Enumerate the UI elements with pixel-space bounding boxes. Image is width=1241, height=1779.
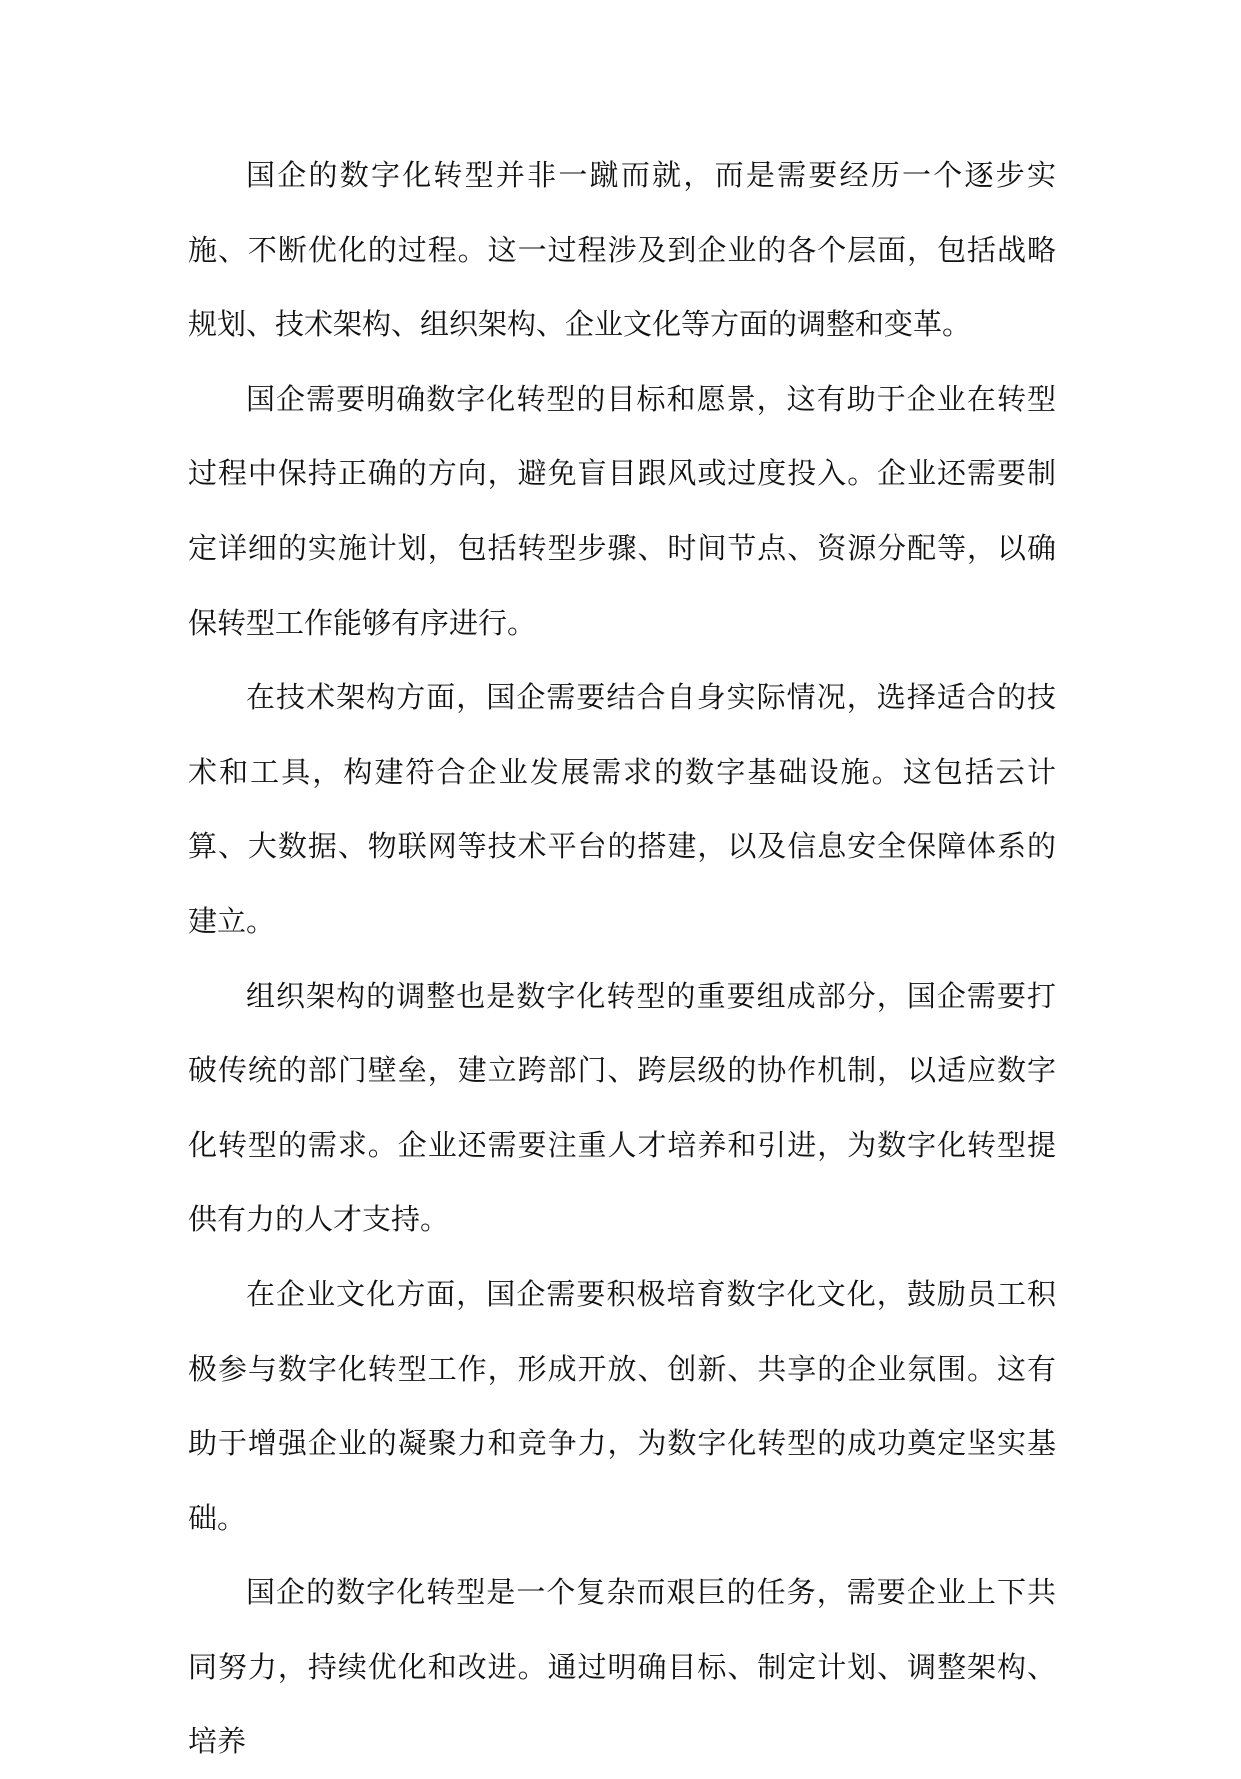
paragraph-1: 国企的数字化转型并非一蹴而就，而是需要经历一个逐步实施、不断优化的过程。这一过程涉及到企业的各个层面，包括战略规划、技术架构、组织架构、企业文化等方面的调整和变革。 (188, 158, 1056, 342)
paragraph-6: 国企的数字化转型是一个复杂而艰巨的任务，需要企业上下共同努力，持续优化和改进。通过明确目标、制定计划、调整架构、培养 (188, 1575, 1056, 1759)
document-body (188, 138, 1056, 1779)
paragraph-2: 国企需要明确数字化转型的目标和愿景，这有助于企业在转型过程中保持正确的方向，避免盲目跟风或过度投入。企业还需要制定详细的实施计划，包括转型步骤、时间节点、资源分配等，以确保转型工作能够有序进行。 (188, 381, 1056, 640)
paragraph-4: 组织架构的调整也是数字化转型的重要组成部分，国企需要打破传统的部门壁垒，建立跨部门、跨层级的协作机制，以适应数字化转型的需求。企业还需要注重人才培养和引进，为数字化转型提供有力的人才支持。 (188, 978, 1056, 1237)
paragraph-5: 在企业文化方面，国企需要积极培育数字化文化，鼓励员工积极参与数字化转型工作，形成开放、创新、共享的企业氛围。这有助于增强企业的凝聚力和竞争力，为数字化转型的成功奠定坚实基础。 (188, 1276, 1056, 1535)
paragraph-3: 在技术架构方面，国企需要结合自身实际情况，选择适合的技术和工具，构建符合企业发展需求的数字基础设施。这包括云计算、大数据、物联网等技术平台的搭建，以及信息安全保障体系的建立。 (188, 680, 1056, 938)
